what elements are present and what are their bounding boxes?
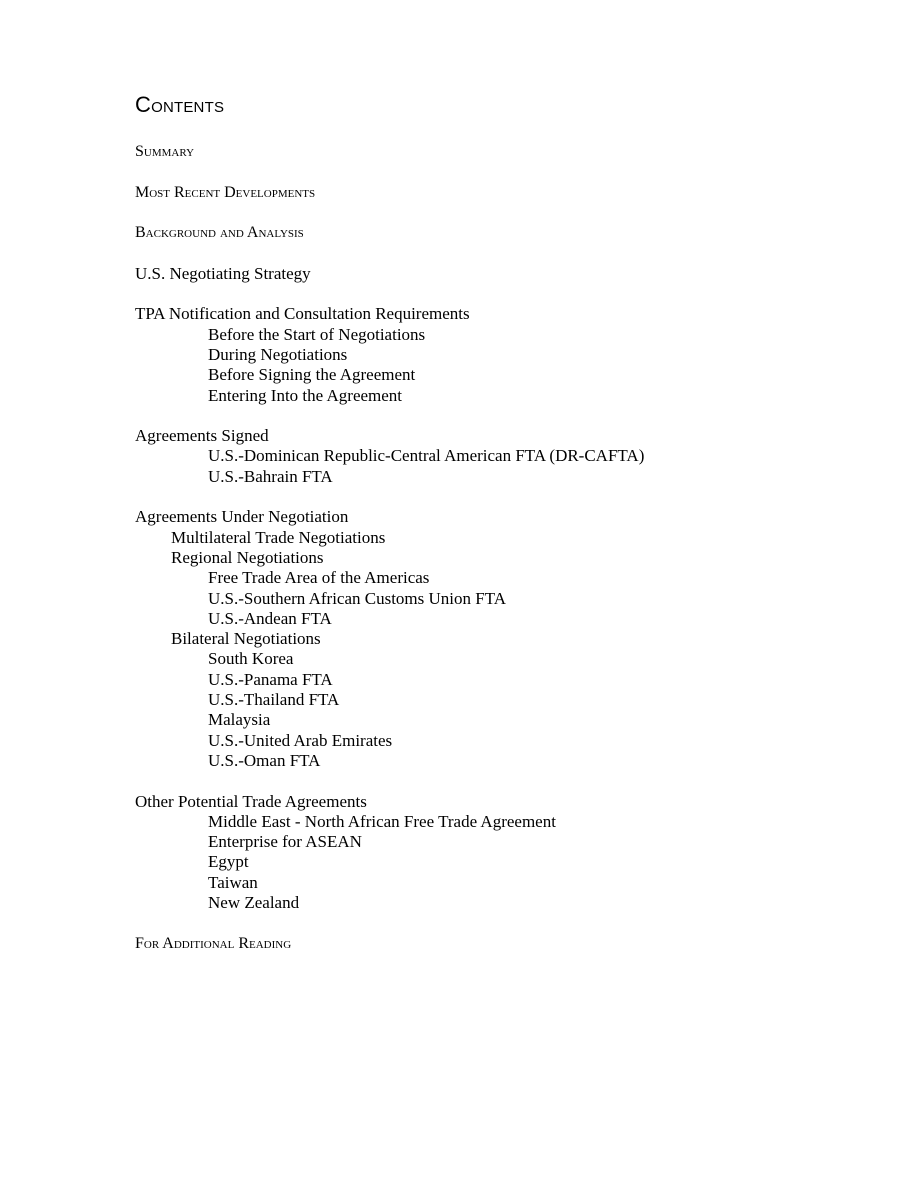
- toc-before-start-of-negotiations: Before the Start of Negotiations: [208, 324, 426, 344]
- toc-egypt: Egypt: [208, 852, 249, 872]
- toc-summary: Summary: [135, 143, 195, 160]
- toc-entering-into-agreement: Entering Into the Agreement: [208, 385, 403, 405]
- toc-before-signing-agreement: Before Signing the Agreement: [208, 365, 416, 385]
- toc-mena-fta: Middle East - North African Free Trade Agreement: [208, 811, 556, 831]
- toc-us-bahrain-fta: U.S.-Bahrain FTA: [208, 466, 333, 486]
- toc-enterprise-for-asean: Enterprise for ASEAN: [208, 832, 362, 852]
- toc-new-zealand: New Zealand: [208, 892, 300, 912]
- toc-tpa-requirements: TPA Notification and Consultation Requirements: [135, 304, 470, 324]
- toc-most-recent-developments: Most Recent Developments: [135, 183, 316, 201]
- toc-south-korea: South Korea: [208, 649, 294, 669]
- toc-us-uae: U.S.-United Arab Emirates: [208, 730, 393, 750]
- toc-taiwan: Taiwan: [208, 872, 258, 892]
- toc-us-panama-fta: U.S.-Panama FTA: [208, 669, 333, 689]
- table-of-contents: [135, 142, 835, 954]
- toc-us-thailand-fta: U.S.-Thailand FTA: [208, 690, 340, 710]
- toc-ftaa: Free Trade Area of the Americas: [208, 568, 430, 588]
- toc-us-andean-fta: U.S.-Andean FTA: [208, 608, 332, 628]
- toc-regional-negotiations: Regional Negotiations: [171, 547, 324, 567]
- toc-us-negotiating-strategy: U.S. Negotiating Strategy: [135, 263, 311, 283]
- toc-malaysia: Malaysia: [208, 710, 271, 730]
- toc-other-potential-trade-agreements: Other Potential Trade Agreements: [135, 791, 367, 811]
- toc-dr-cafta: U.S.-Dominican Republic-Central American FTA (DR-CAFTA): [208, 446, 645, 466]
- toc-us-sacu-fta: U.S.-Southern African Customs Union FTA: [208, 588, 507, 608]
- toc-during-negotiations: During Negotiations: [208, 344, 348, 364]
- page-title: Contents: [135, 92, 225, 117]
- toc-agreements-signed: Agreements Signed: [135, 426, 269, 446]
- toc-us-oman-fta: U.S.-Oman FTA: [208, 750, 321, 770]
- toc-agreements-under-negotiation: Agreements Under Negotiation: [135, 507, 349, 527]
- toc-multilateral-trade-negotiations: Multilateral Trade Negotiations: [171, 527, 386, 547]
- toc-bilateral-negotiations: Bilateral Negotiations: [171, 629, 321, 649]
- toc-background-and-analysis: Background and Analysis: [135, 224, 304, 242]
- toc-for-additional-reading: For Additional Reading: [135, 934, 292, 952]
